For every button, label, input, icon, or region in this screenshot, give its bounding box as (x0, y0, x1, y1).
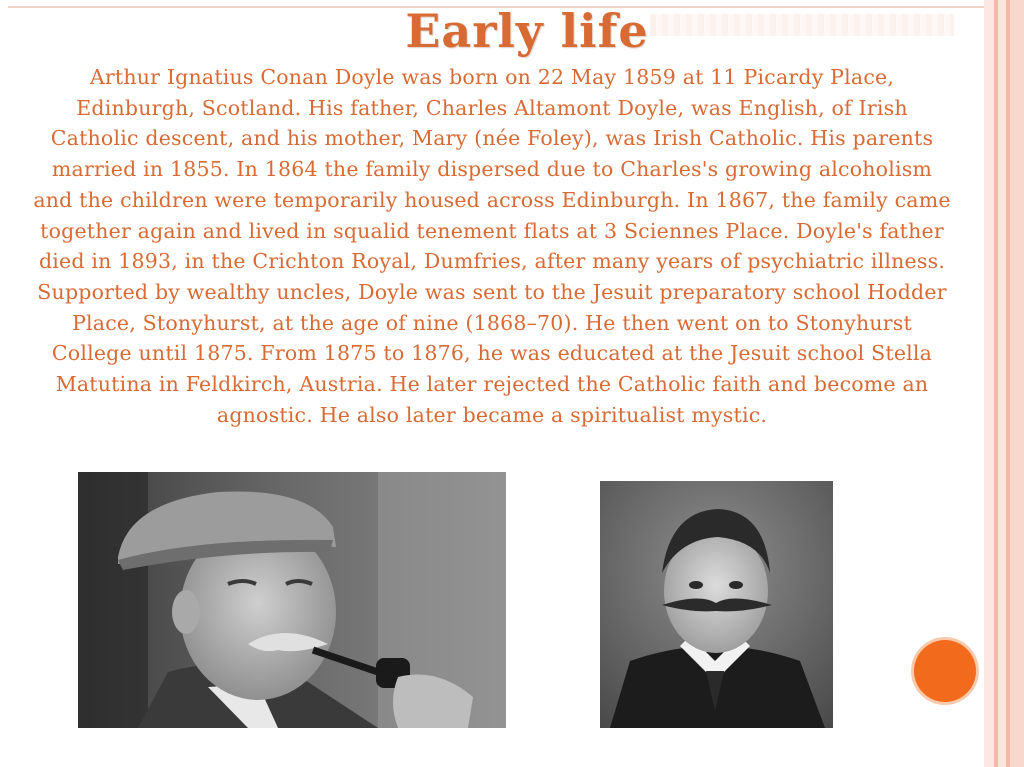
decorative-stripe (1010, 0, 1024, 767)
decorative-circle (914, 640, 976, 702)
decorative-stripe (984, 0, 994, 767)
portrait-photo-icon (600, 481, 833, 728)
slide-title: Early life (405, 4, 649, 58)
slide-body-text: Arthur Ignatius Conan Doyle was born on 22 May 1859 at 11 Picardy Place, Edinburgh, Scotland. His father, Charles Altamont Doyle, was English, of Irish Catholic descent, and his mother, Mary (née Foley), was Irish Catholic. His parents married in 1855. In 1864 the family dispersed due to Charles's growing alcoholism and the children were temporarily housed across Edinburgh. In 1867, the family came together again and lived in squalid tenement flats at 3 Sciennes Place. Doyle's father died in 1893, in the Crichton Royal, Dumfries, after many years of psychiatric illness. Supported by wealthy uncles, Doyle was sent to the Jesuit preparatory school Hodder Place, Stonyhurst, at the age of nine (1868–70). He then went on to Stonyhurst College until 1875. From 1875 to 1876, he was educated at the Jesuit school Stella Matutina in Feldkirch, Austria. He later rejected the Catholic faith and become an agnostic. He also later became a spiritualist mystic. (33, 65, 951, 427)
photo-doyle-with-pipe (78, 472, 506, 728)
decorative-stripe (998, 0, 1006, 767)
portrait-photo-icon (78, 472, 506, 728)
photo-doyle-portrait (600, 481, 833, 728)
